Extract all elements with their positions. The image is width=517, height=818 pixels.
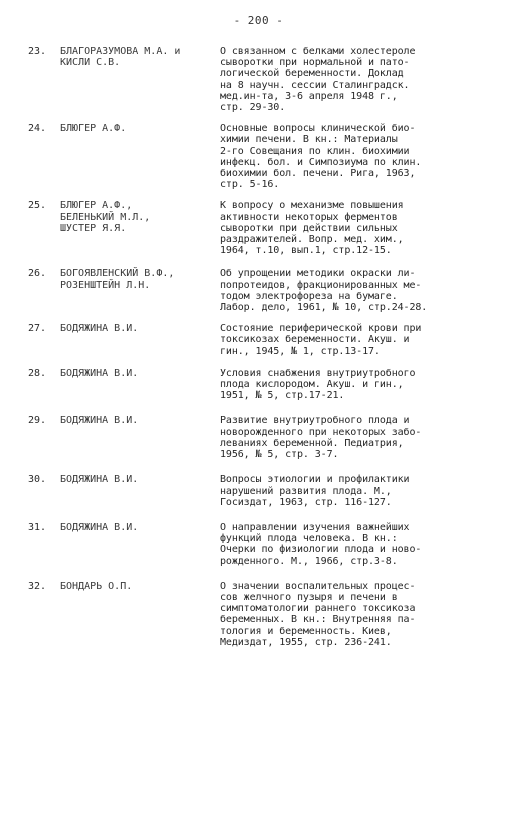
entry-number: 27. [28,323,47,335]
entry-number: 25. [28,200,47,212]
bibliography-entry [28,46,498,113]
entry-number: 28. [28,367,47,379]
entry-citation: Развитие внутриутробного плода и новорожденного при некоторых забо- леваниях беременной. Педиатрия, 1956, № 5, стр. 3-7. [220,415,422,461]
entry-authors: БОДЯЖИНА В.И. [60,415,139,427]
bibliography-list [28,46,498,648]
bibliography-entry [28,368,498,402]
bibliography-entry [28,123,498,190]
entry-number: 29. [28,415,47,427]
bibliography-entry [28,268,498,313]
entry-citation: К вопросу о механизме повышения активности некоторых ферментов сыворотки при действии сильных раздражителей. Вопр. мед. хим., 1964, т.10, вып.1, стр.12-15. [220,200,404,257]
entry-authors: БОДЯЖИНА В.И. [60,474,139,486]
entry-authors: БОДЯЖИНА В.И. [60,367,139,379]
entry-authors: БЛЮГЕР А.Ф., БЕЛЕНЬКИЙ М.Л., ШУСТЕР Я.Я. [60,200,151,234]
entry-citation: О направлении изучения важнейших функций плода человека. В кн.: Очерки по физиологии плода и ново- рожденного. М., 1966, стр.3-8. [220,521,422,567]
entry-number: 23. [28,46,47,57]
bibliography-entry [28,415,498,460]
entry-citation: О значении воспалительных процес- сов желчного пузыря и печени в симптоматологии раннего токсикоза беременных. В кн.: Внутренняя па- тология и беременность. Киев, Медиздат, 1955, стр. 236-241. [220,580,416,648]
entry-citation: О связанном с белками холестероле сыворотки при нормальной и пато- логической беременности. Доклад на 8 научн. сессии Сталинградск. мед.ин-та, 3-6 апреля 1948 г., стр. 29-30. [220,46,416,114]
bibliography-entry [28,581,498,648]
entry-citation: Состояние периферической крови при токсикозах беременности. Акуш. и гин., 1945, № 1, стр.13-17. [220,323,422,357]
entry-citation: Основные вопросы клинической био- химии печени. В кн.: Материалы 2-го Совещания по клин. биохимии инфекц. бол. и Симпозиума по клин. биохимии бол. печени. Рига, 1963, стр. 5-16. [220,123,422,191]
entry-authors: БОНДАРЬ О.П. [60,580,133,592]
entry-authors: БОДЯЖИНА В.И. [60,323,139,335]
entry-authors: БЛЮГЕР А.Ф. [60,123,127,135]
entry-citation: Вопросы этиологии и профилактики нарушений развития плода. М., Госиздат, 1963, стр. 116-127. [220,474,410,508]
entry-number: 30. [28,474,47,486]
entry-authors: БОДЯЖИНА В.И. [60,521,139,533]
bibliography-entry [28,200,498,256]
entry-citation: Условия снабжения внутриутробного плода кислородом. Акуш. и гин., 1951, № 5, стр.17-21. [220,367,416,402]
entry-number: 26. [28,268,47,280]
entry-authors: БОГОЯВЛЕНСКИЙ В.Ф., РОЗЕНШТЕЙН Л.Н. [60,268,175,291]
bibliography-entry [28,474,498,508]
entry-citation: Об упрощении методики окраски ли- попротеидов, фракционированных ме- тодом электрофореза на бумаге. Лабор. дело, 1961, № 10, стр.24-28. [220,268,428,314]
page-number: - 200 - [233,14,284,27]
entry-authors: БЛАГОРАЗУМОВА М.А. и КИСЛИ С.В. [60,46,181,69]
entry-number: 31. [28,521,47,533]
entry-number: 32. [28,580,47,592]
bibliography-entry [28,323,498,357]
entry-number: 24. [28,123,47,135]
bibliography-entry [28,522,498,567]
